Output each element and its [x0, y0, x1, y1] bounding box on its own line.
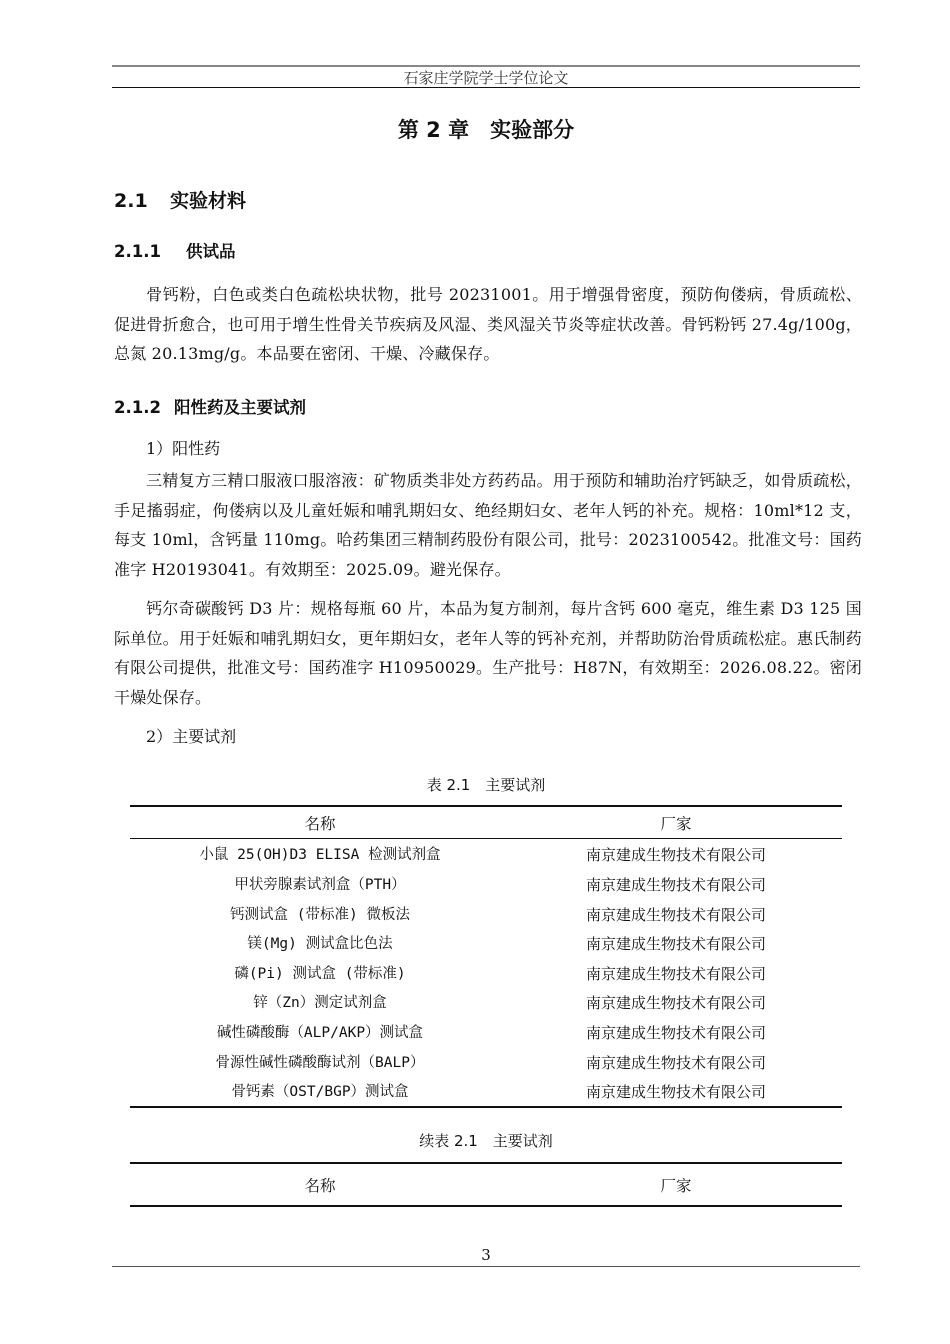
- list-label-reagents: 2）主要试剂: [146, 727, 237, 746]
- cell-manufacturer: 南京建成生物技术有限公司: [585, 994, 766, 1012]
- cell-manufacturer: 南京建成生物技术有限公司: [585, 1024, 766, 1042]
- cell-name: 骨源性碱性磷酸酶试剂（BALP）: [215, 1055, 425, 1071]
- chapter-title: 第 2 章 实验部分: [397, 118, 575, 142]
- section-heading-2-1-2: [114, 396, 306, 420]
- cell-name: 骨钙素（OST/BGP）测试盒: [231, 1084, 409, 1100]
- running-header: 石家庄学院学士学位论文: [403, 69, 569, 87]
- table-header-row: [130, 813, 842, 835]
- table-continued-top-rule: [130, 1162, 842, 1164]
- cell-manufacturer: 南京建成生物技术有限公司: [585, 935, 766, 953]
- table-continued-header-row: [130, 1175, 842, 1197]
- table-row: [130, 874, 842, 896]
- section-number: 2.1.1: [114, 242, 161, 261]
- cell-name: 碱性磷酸酶（ALP/AKP）测试盒: [216, 1025, 424, 1041]
- header-bottom-rule: [112, 87, 860, 88]
- cell-manufacturer: 南京建成生物技术有限公司: [585, 1054, 766, 1072]
- paragraph-text: 三精复方三精口服液口服溶液：矿物质类非处方药药品。用于预防和辅助治疗钙缺乏，如骨质疏松，手足搐弱症，佝偻病以及儿童妊娠和哺乳期妇女、绝经期妇女、老年人钙的补充。规格：10ml*12 支，每支 10ml，含钙量 110mg。哈药集团三精制药股份有限公司，批号：2023100542。批准文号：国药准字 H20193041。有效期至：2025.09。避光保存。: [114, 471, 862, 579]
- section-number: 2.1.2: [114, 398, 161, 417]
- cell-manufacturer: 南京建成生物技术有限公司: [585, 906, 766, 924]
- cell-name: 镁(Mg) 测试盒比色法: [247, 936, 393, 952]
- section-title: 供试品: [186, 242, 236, 261]
- table-header-rule: [130, 838, 842, 839]
- table-bottom-rule: [130, 1106, 842, 1108]
- page-number: 3: [481, 1246, 491, 1264]
- table-top-rule: [130, 805, 842, 807]
- section-heading-2-1: [114, 188, 246, 214]
- cell-manufacturer: 南京建成生物技术有限公司: [585, 1083, 766, 1101]
- table-row: [130, 933, 842, 955]
- table-continued-caption: 续表 2.1 主要试剂: [419, 1132, 553, 1150]
- paragraph-sanjing: [114, 466, 862, 584]
- footer-rule: [112, 1266, 860, 1267]
- cell-manufacturer: 南京建成生物技术有限公司: [585, 965, 766, 983]
- column-header-manufacturer: 厂家: [660, 1177, 692, 1195]
- cell-name: 甲状旁腺素试剂盒（PTH）: [234, 877, 406, 893]
- list-label-positive-drug: 1）阳性药: [146, 439, 221, 458]
- cell-name: 锌（Zn）测定试剂盒: [253, 995, 387, 1011]
- column-header-name: 名称: [304, 815, 336, 833]
- table-row: [130, 1052, 842, 1074]
- paragraph-test-sample: [114, 280, 862, 369]
- column-header-name: 名称: [304, 1177, 336, 1195]
- cell-name: 磷(Pi) 测试盒 (带标准): [234, 966, 406, 982]
- table-row: [130, 992, 842, 1014]
- paragraph-caltrate: [114, 594, 862, 712]
- paragraph-text: 钙尔奇碳酸钙 D3 片：规格每瓶 60 片，本品为复方制剂，每片含钙 600 毫克，维生素 D3 125 国际单位。用于妊娠和哺乳期妇女，更年期妇女，老年人等的钙补充剂，并帮助防治骨质疏松症。惠氏制药有限公司提供，批准文号：国药准字 H10950029。生产批号：H87N，有效期至：2026.08.22。密闭干燥处保存。: [114, 599, 862, 707]
- cell-manufacturer: 南京建成生物技术有限公司: [585, 876, 766, 894]
- header-top-rule: [112, 65, 860, 67]
- section-number: 2.1: [114, 190, 148, 212]
- paragraph-text: 骨钙粉，白色或类白色疏松块状物，批号 20231001。用于增强骨密度，预防佝偻病，骨质疏松、促进骨折愈合，也可用于增生性骨关节疾病及风湿、类风湿关节炎等症状改善。骨钙粉钙 27.4g/100g，总氮 20.13mg/g。本品要在密闭、干燥、冷藏保存。: [114, 285, 862, 363]
- section-title: 阳性药及主要试剂: [174, 398, 306, 417]
- table-continued-header-rule: [130, 1205, 842, 1207]
- column-header-manufacturer: 厂家: [660, 815, 692, 833]
- table-row: [130, 1081, 842, 1103]
- section-heading-2-1-1: [114, 240, 236, 264]
- table-row: [130, 963, 842, 985]
- cell-manufacturer: 南京建成生物技术有限公司: [585, 846, 766, 864]
- table-row: [130, 1022, 842, 1044]
- table-row: [130, 844, 842, 866]
- table-row: [130, 904, 842, 926]
- section-title: 实验材料: [170, 190, 247, 212]
- cell-name: 钙测试盒 (带标准) 微板法: [230, 907, 410, 923]
- table-caption: 表 2.1 主要试剂: [426, 776, 546, 794]
- cell-name: 小鼠 25(OH)D3 ELISA 检测试剂盒: [199, 847, 441, 863]
